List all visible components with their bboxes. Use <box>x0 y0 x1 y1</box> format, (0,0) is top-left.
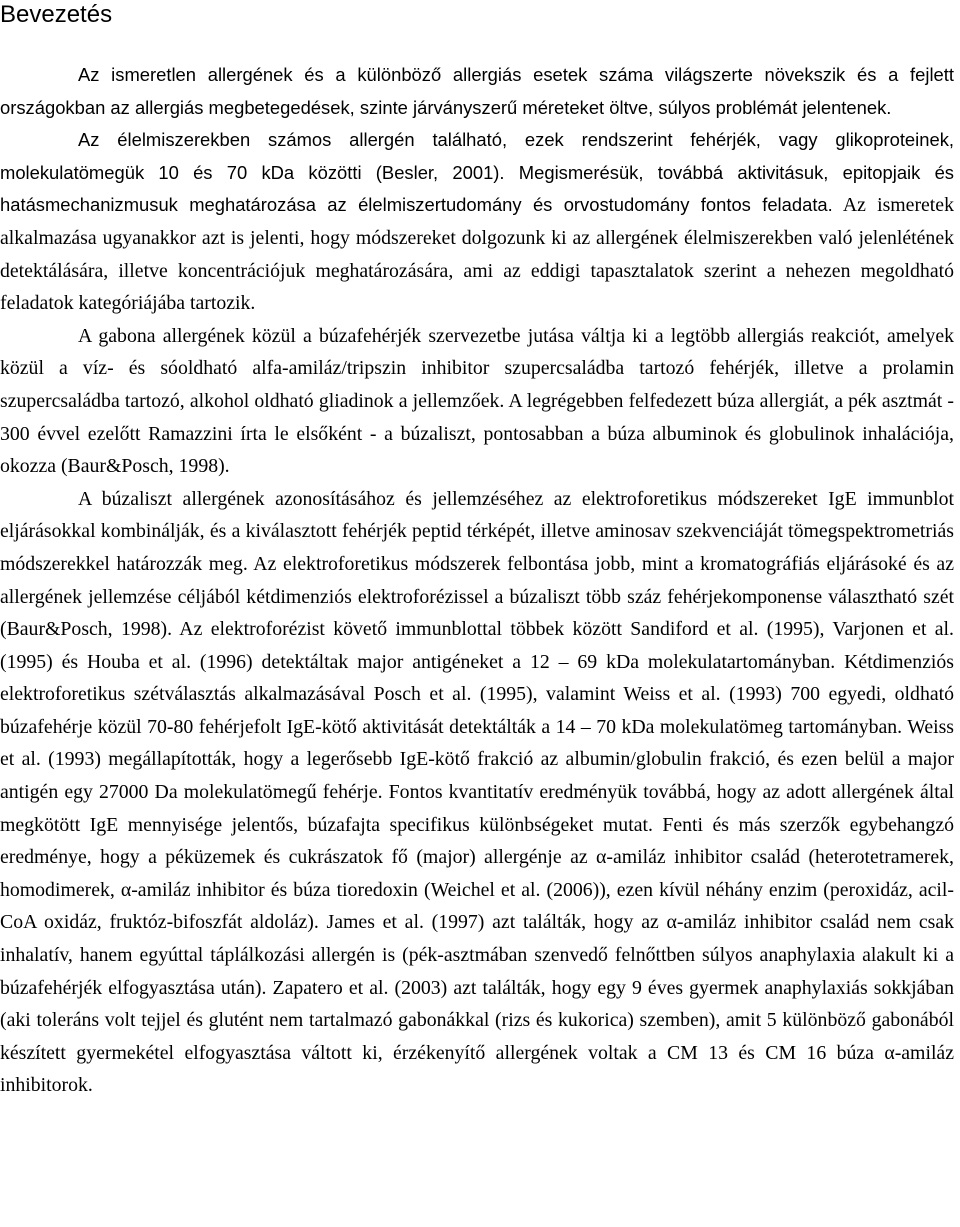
paragraph-text: A gabona allergének közül a búzafehérjék szervezetbe jutása váltja ki a legtöbb allergiás reakciót, amelyek közül a víz- és sóoldható alfa-amiláz/tripszin inhibitor szupercsaládba tartozó fehérjék, illetve a prolamin szupercsaládba tartozó, alkohol oldható gliadinok a jellemzőek. A legrégebben felfedezett búza allergiát, a pék asztmát - 300 évvel ezelőtt Ramazzini írta le elsőként - a búzaliszt, pontosabban a búza albuminok és globulinok inhalációja, okozza (Baur&Posch, 1998). <box>0 324 954 478</box>
paragraph-2 <box>0 124 954 320</box>
paragraph-text: Az élelmiszerekben számos allergén található, ezek rendszerint fehérjék, vagy glikoproteinek, molekulatömegük 10 és 70 kDa közötti (Besler, 2001). Megismerésük, továbbá aktivitásuk, epitopjaik és hatásmechanizmusuk meghatározása az élelmiszertudomány és orvostudomány fontos feladata. <box>0 129 954 216</box>
paragraph-4 <box>0 483 954 1102</box>
section-heading: Bevezetés <box>0 1 113 28</box>
paragraph-text: A búzaliszt allergének azonosításához és jellemzéséhez az elektroforetikus módszereket IgE immunblot eljárásokkal kombinálják, és a kiválasztott fehérjék peptid térképét, illetve aminosav szekvenciáját tömegspektrometriás módszerekkel határozzák meg. Az elektroforetikus módszerek felbontása jobb, mint a kromatográfiás eljárásoké és az allergének jellemzése céljából kétdimenziós elektroforézissel a búzaliszt több száz fehérjekomponense választható szét (Baur&Posch, 1998). Az elektroforézist követő immunblottal többek között Sandiford et al. (1995), Varjonen et al. (1995) és Houba et al. (1996) detektáltak major antigéneket a 12 – 69 kDa molekulatartományban. Kétdimenziós elektroforetikus szétválasztás alkalmazásával Posch et al. (1995), valamint Weiss et al. (1993) 700 egyedi, oldható búzafehérje közül 70-80 fehérjefolt IgE-kötő aktivitását detektálták a 14 – 70 kDa molekulatömeg tartományban. Weiss et al. (1993) megállapították, hogy a legerősebb IgE-kötő frakció az albumin/globulin frakció, és ezen belül a major antigén egy 27000 Da molekulatömegű fehérje. Fontos kvantitatív eredményük továbbá, hogy az adott allergének által megkötött IgE mennyisége jelentős, búzafajta specifikus különbségeket mutat. Fenti és más szerzők egybehangzó eredménye, hogy a péküzemek és cukrászatok fő (major) allergénje az α-amiláz inhibitor család (heterotetramerek, homodimerek, α-amiláz inhibitor és búza tioredoxin (Weichel et al. (2006)), ezen kívül néhány enzim (peroxidáz, acil-CoA oxidáz, fruktóz-bifoszfát aldoláz). James et al. (1997) azt találták, hogy az α-amiláz inhibitor család nem csak inhalatív, hanem egyúttal táplálkozási allergén is (pék-asztmában szenvedő felnőttben súlyos anaphylaxia alakult ki a búzafehérjék elfogyasztása után). Zapatero et al. (2003) azt találták, hogy egy 9 éves gyermek anaphylaxiás sokkjában (aki toleráns volt tejjel és glutént nem tartalmazó gabonákkal (rizs és kukorica) szemben), amit 5 különböző gabonából készített gyermekétel elfogyasztása váltott ki, érzékenyítő allergének voltak a CM 13 és CM 16 búza α-amiláz inhibitorok. <box>0 487 954 1097</box>
paragraph-3 <box>0 320 954 483</box>
body-text <box>0 59 954 1102</box>
paragraph-1 <box>0 59 954 124</box>
paragraph-text: Az ismeretek alkalmazása ugyanakkor azt is jelenti, hogy módszereket dolgozunk ki az allergének élelmiszerekben való jelenlétének detektálására, illetve koncentrációjuk meghatározására, ami az eddigi tapasztalatok szerint a nehezen megoldható feladatok kategóriájába tartozik. <box>0 194 954 315</box>
paragraph-text: Az ismeretlen allergének és a különböző allergiás esetek száma világszerte növekszik és a fejlett országokban az allergiás megbetegedések, szinte járványszerű méreteket öltve, súlyos problémát jelentenek. <box>0 64 954 118</box>
